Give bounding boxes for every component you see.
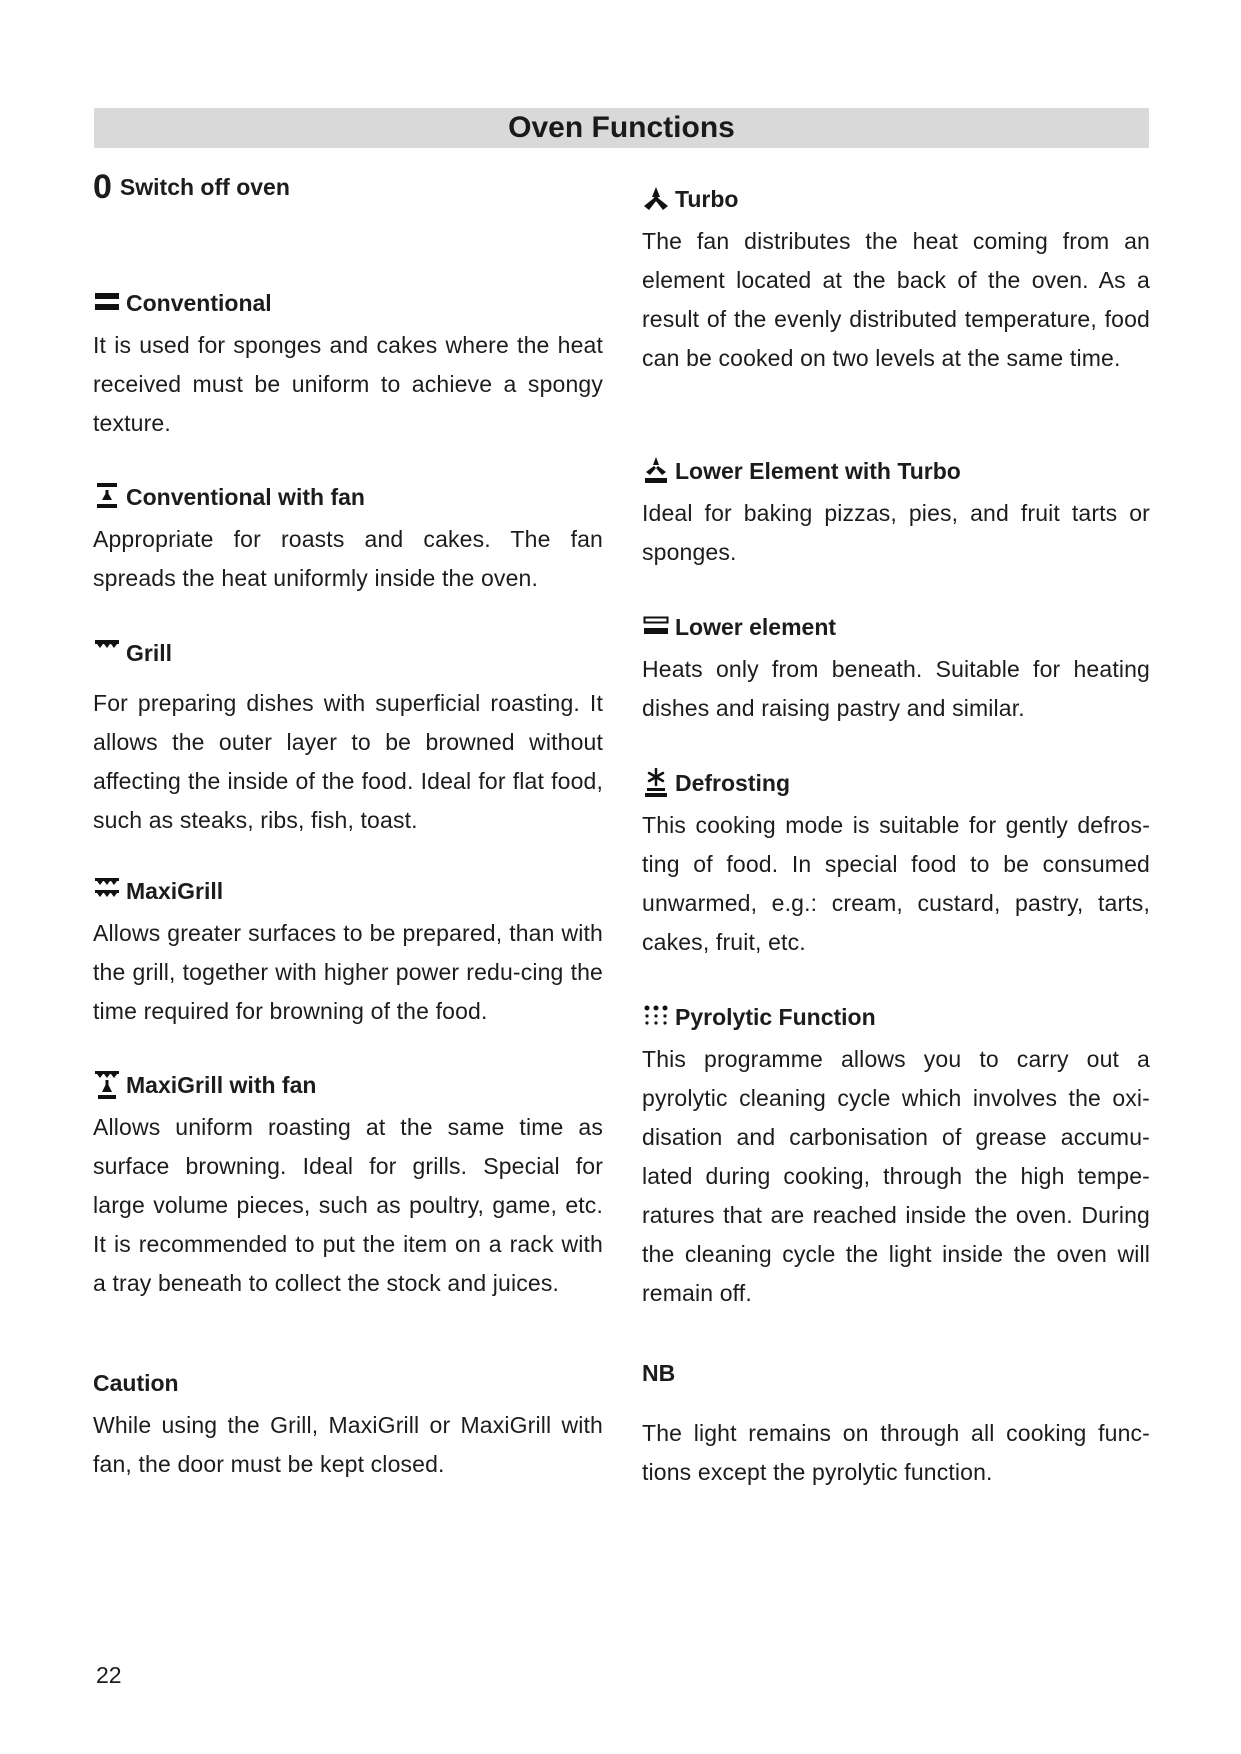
page-number: 22 [96,1662,122,1688]
lower-element-icon [642,612,670,642]
section-text: The fan distributes the heat coming from an element located at the back of the oven. As a result of the evenly distributed temperature, food can be cooked on two levels at the same time. [642,228,1150,371]
section-text: This cooking mode is suitable for gently defros-ting of food. In special food to be consumed unwarmed, e.g.: cream, custard, pastry, tarts, cakes, fruit, etc. [642,812,1150,955]
section-title: Conventional with fan [126,483,365,510]
section-caution [93,1366,603,1484]
section-heading [93,874,603,908]
section-lower-element-turbo [642,454,1150,572]
section-title: NB [642,1360,676,1386]
section-heading [642,1000,1150,1034]
section-title: Turbo [675,185,739,212]
turbo-fan-icon [642,184,670,214]
section-text: Ideal for baking pizzas, pies, and fruit tarts or sponges. [642,500,1150,565]
maxigrill-fan-icon [93,1070,121,1100]
section-grill [93,636,603,840]
section-text: For preparing dishes with superficial roasting. It allows the outer layer to be browned without affecting the inside of the food. Ideal for flat food, such as steaks, ribs, fish, toast. [93,690,603,833]
zero-symbol-icon: 0 [93,168,112,206]
pyrolytic-icon [642,1002,670,1032]
page-title: Oven Functions [508,111,735,144]
section-maxigrill-fan [93,1068,603,1303]
section-title: Switch off oven [119,173,290,200]
section-heading [93,480,603,514]
section-turbo [642,182,1150,378]
section-heading [642,182,1150,216]
section-title: MaxiGrill with fan [126,1071,317,1098]
section-text: While using the Grill, MaxiGrill or MaxiGrill with fan, the door must be kept closed. [93,1412,603,1477]
section-conventional [93,286,603,443]
section-defrosting [642,766,1150,962]
section-conventional-fan [93,480,603,598]
conventional-fan-icon [93,482,121,512]
section-title: MaxiGrill [126,877,224,904]
defrost-icon [642,768,670,798]
section-heading [642,454,1150,488]
section-switch-off [93,170,603,204]
section-maxigrill [93,874,603,1031]
section-lower-element [642,610,1150,728]
section-text: This programme allows you to carry out a pyrolytic cleaning cycle which involves the oxi-disation and carbonisation of grease accumu-lated during cooking, through the high tempe-ratures that are reached inside the oven. During the cleaning cycle the light inside the oven will remain off. [642,1046,1150,1306]
section-pyrolytic [642,1000,1150,1313]
section-heading [93,636,603,670]
section-text: It is used for sponges and cakes where the heat received must be uniform to achieve a spongy texture. [93,332,603,436]
section-text: Allows uniform roasting at the same time as surface browning. Ideal for grills. Special for large volume pieces, such as poultry, game, etc. It is recommended to put the item on a rack with a tray beneath to collect the stock and juices. [93,1114,603,1296]
conventional-icon [93,288,121,318]
section-title: Conventional [126,289,272,316]
section-text: Heats only from beneath. Suitable for heating dishes and raising pastry and similar. [642,656,1150,721]
section-title: Lower Element with Turbo [675,457,961,484]
section-title: Defrosting [675,769,790,796]
lower-element-turbo-icon [642,456,670,486]
section-title: Grill [126,639,173,666]
section-nb [642,1356,1150,1492]
section-text: Appropriate for roasts and cakes. The fan spreads the heat uniformly inside the oven. [93,526,603,591]
section-heading [93,286,603,320]
section-title: Caution [93,1370,179,1396]
maxigrill-icon [93,876,121,906]
section-text: The light remains on through all cooking func-tions except the pyrolytic function. [642,1420,1150,1485]
section-heading [93,1068,603,1102]
section-heading [93,170,603,204]
section-title: Lower element [675,613,837,640]
section-heading [642,766,1150,800]
title-bar [94,108,1149,148]
section-heading [642,610,1150,644]
section-title: Pyrolytic Function [675,1003,876,1030]
section-text: Allows greater surfaces to be prepared, than with the grill, together with higher power redu-cing the time required for browning of the food. [93,920,603,1024]
grill-icon [93,638,121,668]
